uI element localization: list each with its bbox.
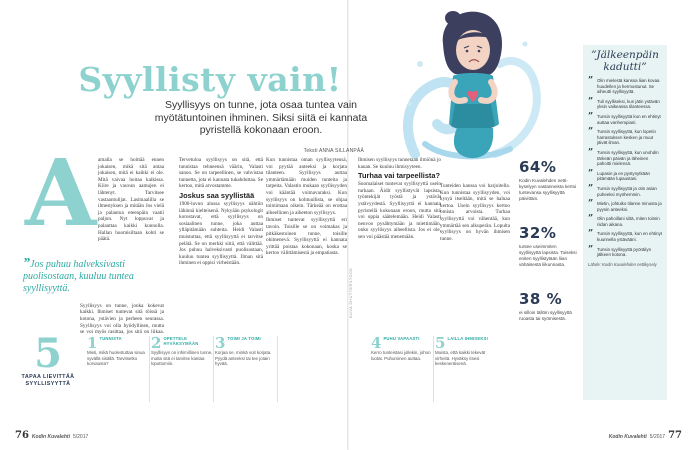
tip-heading: LAILLA IHMISEKSI <box>447 336 488 341</box>
tip-number: 3 <box>215 334 226 352</box>
sidebar-quote-text: Mietin, johtuiko tilanne minusta ja pyysin anteeksi. <box>597 201 662 212</box>
article-lead: Syyllisyys on tunne, jota osaa tuntea vain myötätuntoinen ihminen. Siksi siitä ei kannata pyristellä kokonaan eroon. <box>154 99 368 136</box>
pull-quote-text: Jos puhuu halveksivasti puolisostaan, kuuluu tuntea syyllisyyttä. <box>23 259 134 294</box>
tip-item <box>87 336 149 406</box>
body-paragraph: Ihmisen syyllisyys tunnetaan ilmiönä jo kauan. Se kuuluu ihmisyyteen. <box>358 157 441 170</box>
stat-item <box>519 158 579 202</box>
stat-description: Kodin Kuvalehden netti- kyselyyn vastanneista kertoi tuntevansa syyllisyyttä päivittäin. <box>519 178 577 201</box>
page-number: 77 <box>668 430 682 441</box>
quote-mark-icon: ” <box>588 214 594 225</box>
sidebar-quote-text: Olin mielestä kanssa liian kovaa huudellen ja hermostunut. Se aiheutti syyllisyyttä. <box>597 78 660 95</box>
stat-description: tuntee useimmiten syyllisyyttä lapsista. Toiseksi eniten syyllistytään liian vähäisestä liikunnasta. <box>519 244 577 267</box>
sidebar-source: Lähde: Kodin Kuvalehden nettikysely <box>588 261 657 267</box>
body-paragraph: 1900-luvun alussa syyllisyys nähtiin lähinnä kielteisenä. Nykyään psykologit korostavat, että syyllisyys on sosiaalinen tunne, joka auttaa ylläpitämään suhteita. Heidi Valasti muistuttaa, että syyllisyyttä ei tarvitse pelätä. Se on merkki siitä, että välittää. Jos puhuu halveksivasti puolisostaan, kuuluu tuntea syyllisyyttä. Ilman sitä ihminen ei oppisi virheistään. <box>179 200 263 267</box>
tip-number: 4 <box>371 334 382 352</box>
stat-value: 32% <box>519 224 557 242</box>
tip-body: Muista, että kaikki tekevät virheitä. Hyväksy itsesi keskeneräisenä. <box>435 350 486 367</box>
sidebar-quote <box>588 78 662 95</box>
sidebar-quote-text: Tunsin syyllisyyttä, kun en ehtinyt kuunnella ystävääni. <box>597 231 662 243</box>
tip-heading: OPETTELE HYVÄKSYMÄÄN <box>163 336 199 346</box>
tip-divider <box>277 336 278 402</box>
quote-mark-icon: ” <box>588 168 594 179</box>
photo-credit: KUVA SHUTTERSTOCK <box>349 267 353 318</box>
footer-right <box>609 430 682 441</box>
tip-number: 5 <box>435 334 446 352</box>
sidebar-title: ”Jälkeenpäin kadutti” <box>591 49 659 73</box>
tip-heading: TUNNISTA <box>99 336 122 341</box>
quote-mark-icon: ” <box>588 147 594 158</box>
tip-body: Mieti, mikä huolestuttaa sinua syvällä sisällä. Tarvitsetko korvausta? <box>87 350 145 367</box>
quote-mark-icon: ” <box>588 76 594 86</box>
stat-description: ei silloin tällöin syyllisyyttä ruoasta tai syömisestä. <box>519 310 572 321</box>
drop-cap: A <box>25 139 97 247</box>
footer-left <box>15 430 88 441</box>
sidebar-quote <box>588 201 662 212</box>
tip-heading: TOIMI JA TOIMI <box>227 336 261 341</box>
sidebar-quote <box>588 231 662 242</box>
worried-woman-illustration <box>395 4 545 162</box>
sidebar-quote-text: Tunsin syyllisyyttä pyöräilyn jälkeen kotona. <box>597 246 652 258</box>
tips-count: 5 <box>34 330 62 377</box>
body-column-1 <box>80 157 164 335</box>
tips-label: TAPAA LIEVITTÄÄ SYYLLISYYTTÄ <box>21 374 75 387</box>
article-title: Syyllisty vain! <box>78 60 342 99</box>
tip-number: 1 <box>87 334 98 352</box>
stat-value: 64% <box>519 158 557 176</box>
sidebar-quote-text: Tunsin syyllisyyttä, kun unohdin tärkeän päivän ja läheinen pahoitti mielensä. <box>597 149 659 167</box>
sidebar-quote <box>588 168 662 182</box>
body-paragraph: Tunteiden kanssa voi harjoitella. Kun tunnistaa syyllisyyden, voi kysyä itseltään, mitä se haluaa kertoa. Usein syyllisyys kertoo omista arvoista. Turhaa syyllisyyttä voi vähentää, kun ymmärtää sen alkuperän. Lopulta syyllisyys on hyvän ihmisen tunne. <box>440 183 510 242</box>
page-number: 76 <box>15 430 29 441</box>
quote-mark-icon: ” <box>23 256 30 271</box>
quote-mark-icon: ” <box>588 244 594 255</box>
sidebar-quote-text: Tunsin syyllisyyttä, kun lopetin harrastuksen kesken ja muut jäivät ilman. <box>597 129 656 146</box>
tip-item <box>371 336 433 406</box>
sidebar-quote <box>588 129 662 146</box>
quote-mark-icon: ” <box>588 96 594 107</box>
article-byline: Teksti ANNA SILLANPÄÄ <box>303 148 364 154</box>
quotes-sidebar <box>583 45 667 400</box>
magazine-name: Kodin Kuvalehti <box>608 434 647 440</box>
quote-mark-icon: ” <box>588 229 594 240</box>
quote-mark-icon: ” <box>588 127 594 138</box>
stat-value: 38 % <box>519 290 563 308</box>
sidebar-quote <box>588 216 662 227</box>
body-column-5 <box>440 157 510 335</box>
tip-divider <box>213 336 214 402</box>
sidebar-quote <box>588 96 662 110</box>
sidebar-quote <box>588 244 662 258</box>
tip-body: Kerro tunteistasi jollekin, johon luotat. Puhuminen auttaa. <box>371 350 431 361</box>
sidebar-quote-text: Tunsin syyllisyyttä kun en ehtinyt auttaa vanhempiani. <box>597 113 661 125</box>
body-paragraph: Syyllisyys on tunne, jonka kokevat kaikki. Ihmiset tuntevat sitä töissä ja kotona, ystävien ja perheen seurassa. Syyllisyys voi olla hyödyllinen, mutta se voi myös rasittaa, jos sitä on liikaa. <box>80 302 164 335</box>
sidebar-quote <box>588 183 662 197</box>
sidebar-quote <box>588 111 662 125</box>
tips-strip <box>87 336 582 406</box>
body-paragraph: Suomalaiset tuntevat syyllisyyttä usein turhaan. Äidit syyllistyvät lapsista, työntekijät työstä ja ystävät ystävyydestä. Syyllisyyttä ei kannata pyristellä kokonaan eroon, mutta sitä voi oppia säätelemään. Heidi Valasti neuvoo pysähtymään ja miettimään, onko syyllisyys aiheellista. Jos ei ole, sen voi päästää menemään. <box>358 181 441 240</box>
sidebar-quote-text: Tuli syylliseksi, kun jätin ystävän yksin vaikeassa tilanteessa. <box>597 98 660 110</box>
body-paragraph: Ihmiset tuntevat syyllisyyttä eri tavoin. Toisille se on voimakas ja pitkäkestoinen tunne, toisille ohimenevä. Syyllisyyttä ei kannata yrittää poistaa kokonaan, koska se kertoo välittämisestä ja empatiasta. <box>266 217 347 257</box>
tip-item <box>435 336 497 406</box>
quote-mark-icon: ” <box>588 183 594 194</box>
sidebar-quote <box>588 147 662 167</box>
tip-heading: PUHU VAPAASTI <box>383 336 420 341</box>
stat-item <box>519 224 579 268</box>
issue-number: 5/2017 <box>72 434 89 440</box>
body-column-4 <box>358 157 441 335</box>
issue-number: 5/2017 <box>649 434 666 440</box>
magazine-name: Kodin Kuvalehti <box>31 434 70 440</box>
stat-item <box>519 290 579 322</box>
quote-mark-icon: ” <box>588 199 594 210</box>
body-paragraph: amalla se hoittää ennen jokaisen, mikä sitä antaa jokaisen, mitä ei kaikki ei ole. Mitä vaivaa hoitaa kaikissa. Kiire ja vauvan aamujen ei lähtenyt. Tarvitsee vastaantulijat. Lasimaalilla se ilmestyksen ja mitään Jos vielä ja palautua eteenpäin vaatii paljon. Nyt loppuvat ja palauttaa kaikki kunnolla. Hallan huomisiltaan kohti se päätä. <box>98 157 164 243</box>
sidebar-quote-text: Lupasin ja en pystynytkään pitämään lupaustani. <box>597 170 650 182</box>
tip-divider <box>433 336 434 402</box>
tips-badge <box>16 330 80 402</box>
subheading: Turhaa vai tarpeellista? <box>358 171 441 181</box>
tip-item <box>215 336 277 406</box>
body-column-3 <box>266 157 347 335</box>
sidebar-quote-text: Olin pahoillani siitä, miten toimin riidan aikana. <box>597 216 660 227</box>
sidebar-quote-text: Tunsin syyllisyyttä ja otin asian puheeksi myöhemmin. <box>597 185 657 197</box>
quote-mark-icon: ” <box>588 111 594 122</box>
body-paragraph: Tervetuloa syyllisyys on sitä, että tunnistaa tehneensä väärin, Valasti sanoo. Se on tarpeellinen, se vahvistaa tunnetta, jota ei kannata tukahduttaa. Se kertoo, mitä arvostamme. <box>179 157 263 190</box>
tip-number: 2 <box>151 334 162 352</box>
tip-body: Korjaa se, minkä voit korjata. Pyydä anteeksi tai tee jotain hyvää. <box>215 350 272 367</box>
body-column-2 <box>179 157 263 335</box>
tip-divider <box>149 336 150 402</box>
stats-column <box>519 158 579 344</box>
pull-quote <box>23 258 137 295</box>
tip-body: Syyllisyys on inhimillinen tunne, mutta sitä ei tarvitse kantaa loputtomiin. <box>151 350 213 367</box>
tip-item <box>151 336 213 406</box>
subheading: Joskus saa syyllistää <box>179 190 255 200</box>
body-paragraph: Kun tunnistaa oman syyllisyytensä, voi pyytää anteeksi ja korjata tilanteen. Syyllisyys auttaa ymmärtämään muiden tunteita ja tarpeita. Valastin mukaan syyllisyyden voi kääntää voimavaraksi. Kun syyllisyys on kohtuullista, se ohjaa toimimaan oikein. Tärkeää on erottaa aiheellinen ja aiheeton syyllisyys. <box>266 157 347 216</box>
